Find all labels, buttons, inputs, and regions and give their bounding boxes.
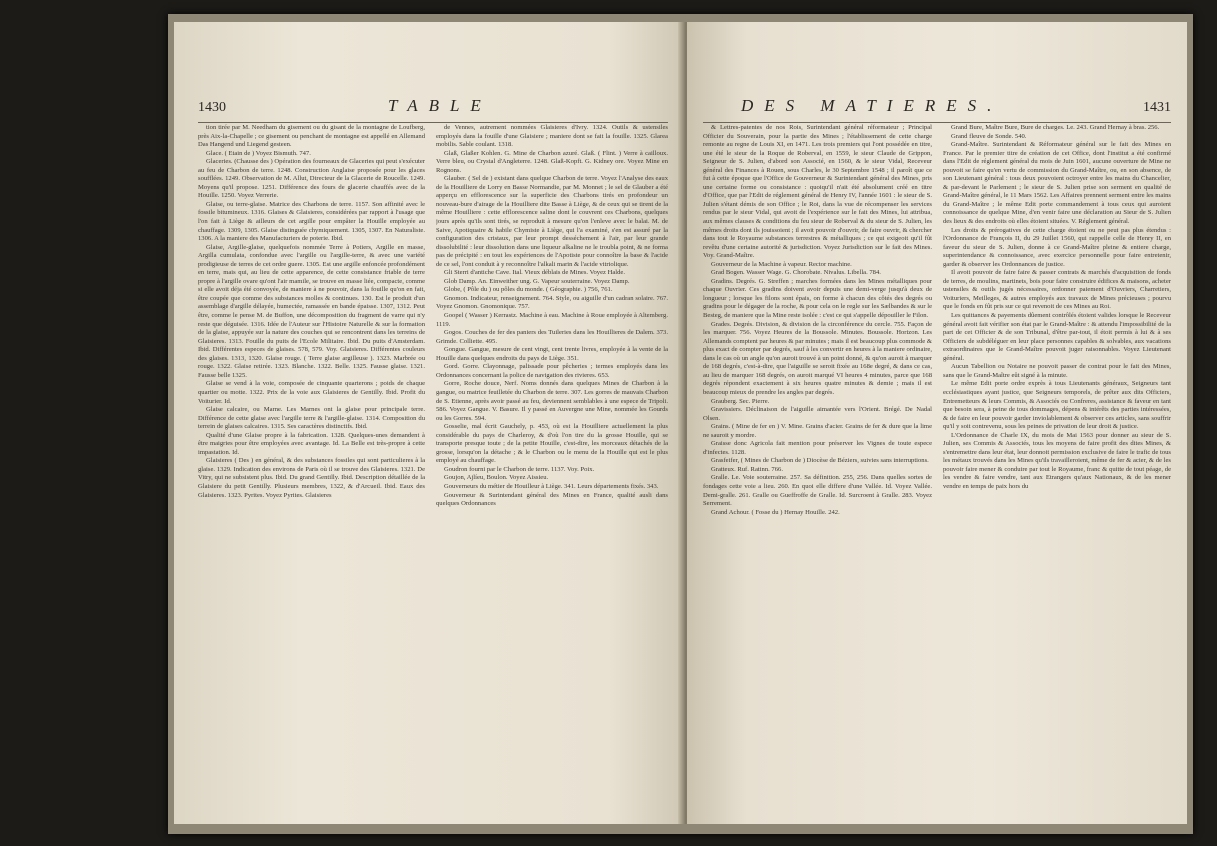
index-entry: Gouverneurs du métier de Houilleur à Liège. 341. Leurs départements fixés. 343. — [444, 482, 659, 490]
left-running-head: TABLE — [388, 96, 492, 115]
index-entry: Glaisieres ( Des ) en général, & des substances fossiles qui sont particulieres à la glaise. 1329. Indication des environs de Paris où il se trouve des Glaisieres. 1321. De Vitry, qui ne subsistent plus. Ibid. Du grand Gentilly. Ibid. Description détaillée de la Glaisiere du petit Gentilly. Plusieurs membres, 1322, & d'Arcueil. Ibid. Eaux des Glaisieres. 1323. Pyrites. Voyez Pyrites. Glaisieres — [198, 457, 425, 499]
left-column-2 — [436, 124, 668, 814]
index-entry: Grand Achour. ( Fosse du ) Hernay Houille. 242. — [711, 508, 840, 516]
index-entry: Gradins. Degrés. G. Streffen ; marches formées dans les Mines métalliques pour chaque Ouvrier. Ces gradins doivent avoir depuis une demi-verge jusqu'à deux de longueur ; lorsque les filons sont épais, on forme à chacun des côtés des degrés ou gradins pour le dégager de la roche, & pour cela on le regle sur les Sælbandes & sur le Besteg, de maniere que la Mine reste isolée : c'est ce qui s'appelle dépouiller le Filon. — [703, 277, 932, 320]
left-page-header — [198, 94, 668, 120]
index-entry: Gord. Gorre. Clayonnage, palissade pour pêcheries ; termes employés dans les Ordonnances concernant la police de navigation des rivieres. 653. — [436, 363, 668, 379]
index-entry: Grand-Maître. Surintendant & Réformateur général sur le fait des Mines en France. Par le premier titre de création de cet Office, dont l'institut a été confirmé dans l'Edit de réglement général du mois de Juin 1601, aucune ouverture de Mine ne pouvoit se faire qu'en vertu de commission du Grand-Maître, ou, en son absence, de son Lieutenant général : tous deux pouvoient octroyer entre les mains du Chancelier, & par-devant le Parlement ; le sieur de S. Julien prise son serment en qualité de Grand-Maître général, le 11 Mars 1562. Les Affaires prennent serment entre les mains du Grand-Maître ; le même Edit porte commandement à tous ceux qui auroient connoissance de quelque Mine, d'en venir faire une déclaration au Sieur de S. Julien des lieux & des endroits où elles étoient situées. V. Réglement général. — [943, 141, 1171, 226]
right-page — [687, 22, 1187, 824]
right-column-1 — [703, 124, 932, 814]
index-entry: Gouverneur de la Machine à vapeur. Rector machine. — [711, 260, 852, 268]
index-entry: Glaise calcaire, ou Marne. Les Marnes ont la glaise pour principale terre. Différence de cette glaise avec l'argille terre & l'argille-glaise. 1314. Composition du terrein de glaises calcaires. 1315. Ses caractères distinctifs. Ibid. — [198, 406, 425, 431]
index-entry: Grand Bure, Maître Bure, Bure de charges. Le. 243. Grand Hernay à bras. 256. — [951, 124, 1160, 131]
index-entry: Les droits & prérogatives de cette charge étoient ou ne peut pas plus étendus : l'Ordonnance de François II, du 29 Juillet 1560, qui rappelle celle de Henry II, en faveur du sieur de S. Julien, donne à ce Grand-Maître pleine & entiere charge, superintendance & connoissance, avec exercice personnelle pour faire entretenir, garder & observer les Ordonnances de justice. — [943, 226, 1171, 268]
index-entry: Globe, ( Pôle du ) ou pôles du monde. ( Géographie. ) 756, 761. — [444, 286, 613, 294]
index-entry: Il avoit pouvoir de faire faire & passer contrats & marchés d'acquisition de fonds de terres, de moulins, martinets, bois pour faire construire édifices & maisons, acheter ustensiles & outils jugés nécessaires, ordonner paiement d'Ouvriers, Charretiers, Voituriers, Meilleges, & autres employés aux travaux de Mines précieuses ; pourvu que le fonds en fût pris sur ce qui revenoit de ces Mines au Roi. — [943, 269, 1171, 311]
index-entry: Gosselie, mal écrit Gauchely, p. 453, où est la Houilliere actuellement la plus considérable du pays de Charleroy, & d'où l'on tire du la grosse Houille, qui se transporte presque toute ; de la petite Houille, c'est-dire, les morceaux détachés de la grosse, lorsqu'on la détache ; & le Charbon ou le menu de la Houille qui est le plus employé au chauffage. — [436, 423, 668, 465]
index-entry: Grades. Degrés. Division, & division de la circonférence du cercle. 755. Façon de les marquer. 756. Voyez Heures de la Boussole. Minutes. Boussole. Horizon. Les Allemands comptent par heures & par minutes ; mais il est beaucoup plus commode & plus exact de compter par degrés, sauf à les convertir en heures à la maniere ordinaire, dans le cas où un angle qu'on auroit trouvé à un point donné, & qu'on auroit à marquer de 168 degrés, c'est-à-dire, que l'aiguille se seroit fixée au 168e degré, & dans ce cas, au lieu de marquer 168 degrés, on auroit marqué VI heures 4 minutes, parce que 168 degrés répondent exactement à six heures quatre minutes & demie ; mais il est beaucoup mieux de prendre les angles par degrés. — [703, 320, 932, 396]
index-entry: Grand fleuve de Sonde. 540. — [951, 132, 1027, 140]
index-entry: Glaise, ou terre-glaise. Matrice des Charbons de terre. 1157. Son affinité avec le fossile bitumineux. 1316. Glaises & Glaisieres, considérées par rapport à l'usage que l'on fait à Liège & ailleurs de cet argille pour empâter la Houille employée au chauffage. 1309, 1305. Glaise distinguée chymiquement. 1305, 1307. En Naturaliste. 1306. A la maniere des Manufacturiers de poterie. Ibid. — [198, 200, 425, 243]
index-entry: Glaceries. (Chausse des ) Opération des fourneaux de Glaceries qui peut s'exécuter au feu de Charbon de terre. 1248. Construction Anglaise proposée pour les glaces soufflées. 1249. Observation de M. Allut, Directeur de la Glacerie de Roucelle. 1249. Moyens qu'il propose. 1251. Différence des fours de glacerie chauffés avec de la Houille. 1250. Voyez Verrerie. — [198, 158, 425, 200]
right-page-header — [701, 94, 1171, 120]
right-column-2 — [943, 124, 1171, 814]
index-entry: Gli Sterri d'antiche Cave. Ital. Vieux déblais de Mines. Voyez Halde. — [444, 269, 625, 277]
index-entry: Gouverneur & Surintendant général des Mines en France, qualité ausli dans quelques Ordonnances — [436, 491, 668, 508]
index-entry: & Lettres-patentes de nos Rois, Surintendant général réformateur ; Principal Officier du Souverain, pour la partie des Mines ; l'établissement de cette charge remonte au regne de Louis XI, en 1471. Les trois premiers qui l'ont possédée en titre, une été le sieur de la Roque de Roberval, en 1559, le sieur Claude de Grippon, Seigneur de S. Julien, d'abord son Associé, en 1560, & le sieur Vidal, Receveur général des Finances à Rouen, sous Charles, le 30 Septembre 1548 ; il paroît que ce fut à cette époque que l'Office de Gouverneur & Surintendant général des Mines, pris une certaine forme ou consistance : quoiqu'il n'ait été absolument créé en titre d'Office, que par l'Edit de réglement général de Henry IV, l'année 1601 : le sieur de S. Julien s'étant démis de son Office ; le Roi, dans la vue de récompenser les services rendus par le sieur Vidal, qui avoit de l'expérience sur le fait des Mines, lui attribua, aux mêmes clauses & conditions du feu sieur de Roberval & du sieur de S. Julien, les mêmes droits dont ils jouissoient ; il avoit pouvoir d'ouvrir, de faire ouvrir, & chercher dans tout le Royaume substances terrestres & métalliques ; ce qui exigeoit qu'il fût revêtu d'une certaine autorité & jurisdiction. Voyez Jurisdiction sur le fait des Mines. Voy. Grand-Maître. — [703, 124, 932, 260]
index-entry: L'Ordonnance de Charle IX, du mois de Mai 1563 pour donner au sieur de S. Julien, ses Commis & Associés, tous les moyens de faire profit des dites Mines, & s'entremettre dans leur état, leur donnoit permission exclusive de faire le trafic de tous les métaux trouvés dans les Mines qu'ils travailleroient, même de fer & acier, & de les pouvoir faire mener & conduire par tout le Royaume, franc & quitte de tout péage, de les vendre & faire vendre, tant aux Etrangers qu'aux Nationaux, & de les mener vendre en temps de paix hors du — [943, 431, 1171, 490]
index-entry: Gralle. Le. Voie souterraine. 257. Sa définition. 255, 256. Dans quelles sortes de fondages cette voie a lieu. 260. En quoi elle differe d'une Vallée. Id. Voyez Vallée. Demi-gralle. 261. Gralle ou Gueffroffe de Gralle. Id. Surcroent à Gralle. 283. Voyez Serrement. — [703, 474, 932, 508]
right-page-number: 1431 — [1143, 100, 1171, 115]
index-entry: Le même Edit porte ordre exprès à tous Lieutenants généraux, Seigneurs tant ecclésiastiques ayant justice, que Seigneurs temporels, de prêter aux dits Officiers, Entremetteurs & leurs Commis, & Associés ou Confreres, assistance & faveur en tant que besoin sera, à peine de tous dommages, dépens & intérêts des parties intéressées, & de faire en leur pouvoir garder inviolablement & observer ces articles, sans souffrir qu'il y soit contrevenu, sous les peines de privation de leur droit & justice. — [943, 380, 1171, 431]
index-entry: Glaß, Glaßer Kohlen. G. Mine de Charbon azuré. Glaß. ( Flint. ) Verre à cailloux. Verre bleu, ou Crystal d'Angleterre. 1248. Glaß-Kopft. G. Kidney ore. Voyez Mine en Rognons. — [436, 149, 668, 174]
index-entry: de Vennes, autrement nommées Glaisieres d'Ivry. 1324. Outils & ustensiles employés dans la fouille d'une Glaisiere ; maniere dont se fait la fouille. 1325. Glarea mobilis. Sable coulant. 1318. — [436, 124, 668, 149]
left-page-number: 1430 — [198, 100, 226, 115]
index-entry: Gnomon. Indicateur, renseignement. 764. Style, ou aiguille d'un cadran solaire. 767. Voyez Gnomon. Gnomonique. 757. — [436, 294, 668, 311]
book-spread — [168, 14, 1193, 834]
index-entry: Glaise se vend à la voie, composée de cinquante quarterons ; poids de chaque quartier ou motte. 1322. Prix de la voie aux Glaisieres de Gentilly. Ibid. Profit du Voiturier. Id. — [198, 380, 425, 405]
left-column-1 — [198, 124, 425, 814]
index-entry: Grains. ( Mine de fer en ) V. Mine. Grains d'acier. Grains de fer & dure que la lime ne sauroit y mordre. — [703, 423, 932, 439]
index-entry: Goudron fourni par le Charbon de terre. 1137. Voy. Poix. — [444, 465, 595, 473]
index-entry: Aucun Tabellion ou Notaire ne pouvoit passer de contrat pour le fait des Mines, sans que le Grand-Maître eût signé à la minute. — [943, 363, 1171, 379]
index-entry: Gogos. Couches de fer des paniers des Tuileries dans les Houillieres de Dalem. 373. Grimde. Colliette. 495. — [436, 329, 668, 345]
left-page — [174, 22, 685, 824]
right-running-head: DES MATIERES. — [741, 96, 1003, 115]
index-entry: Glace. ( Etain de ) Voyez Bismuth. 747. — [206, 149, 311, 157]
index-entry: Gravissiers. Déclinaison de l'aiguille aimantée vers l'Orient. Brégé. De Nadal Olsen. — [703, 406, 932, 422]
index-entry: Grauberg. Sec. Pierre. — [711, 397, 770, 405]
index-entry: Glaise, Argille-glaise, quelquefois nommée Terre à Potiers, Argille en masse, Argilla cumulata, confondue avec l'argille ou l'argille-terre, & avec une variété prodigieuse de terres de cet ordre guere. 1305. Est une argille enfoncée profondément en terre, mais qui, au lieu de cette apparence, de cette consistance friable de terre propre à l'argille ovare qu'ont l'air mamile, se trouve en masse liée, compacte, comme si elle avoit déja été convoyée, de maniere à ne pouvoir, dans la fouille qu'on en fait, être coupée que comme des substances molles & continues. 130. Est le produit d'un assemblage d'argille délayée, humectée, ramassée en bande épaisse. 1307, 1312. Peut être, comme le pense M. de Buffon, une décomposition du fragment de varre qui n'y reste que déguisée. 1316. Idée de l'Auteur sur l'Histoire Naturelle & sur la formation de la glaise, appuyée sur la nature des couches qui se rencontrent dans les terreins de Glaisieres. 1313. Fouille du puits de l'Ecole Militaire. Ibid. Du puits d'Amsterdam. Ibid. Différentes especes de glaises. 578, 579. Voy. Glaisieres. Différentes couleurs des glaises. 1313, 1320. Glaise rouge. ( Terre glaise argilleuse ). 1323. Marbrée ou rouge. 1322. Glaise retirée. 1323. Blanche. 1322. Belle. 1325. Fausse glaise. 1321. Fausse belle 1325. — [198, 243, 425, 379]
index-entry: Gorre, Roche douce, Nerf. Noms donnés dans quelques Mines de Charbon à la gangue, ou matrice feuilletée du Charbon de terre. 307. Les gorres de mauvais Charbon de S. Etienne, après avoir passé au feu, deviennent semblables à une espece de Tripoli. 586. Voyez Gangue. V. Basure. Il y passé en Auvergne une Mine, nommée les Gourds ou les Gorres. 594. — [436, 380, 668, 422]
index-entry: Graisse donc Agricola fait mention pour préserver les Vignes de toute espece d'infectes. 1128. — [703, 440, 932, 456]
index-entry: Grad Bogen. Wasser Wage. G. Chorobate. Nivalus. Libella. 784. — [711, 269, 881, 277]
index-entry: Gratteux. Ruf. Ratinn. 766. — [711, 465, 783, 473]
index-entry: Gongue. Gangue, mesure de cent vingt, cent trente livres, employée à la vente de la Houille dans quelques endroits du pays de Liège. 351. — [436, 346, 668, 362]
index-entry: Goopel ( Wasser ) Kerrastz. Machine à eau. Machine à Roue employée à Altemberg. 1119. — [436, 312, 668, 328]
index-entry: Grasfeifer, ( Mines de Charbon de ) Diocèse de Béziers, suivies sans interruptions. — [711, 457, 929, 465]
index-entry: Qualité d'une Glaise propre à la fabrication. 1328. Quelques-unes demandent à être maigries pour être employées avec avantage. Id. La Belle est très-propre à cette impastation. Id. — [198, 431, 425, 456]
index-entry: Glob Damp. An. Einweither ung. G. Vapeur souterraine. Voyez Damp. — [444, 277, 630, 285]
index-entry: Glauber. ( Sel de ) existant dans quelque Charbon de terre. Voyez l'Analyse des eaux de la Houilliere de Lorry en Basse Normandie, par M. Monnet ; le sel de Glauber a été apperçu en efflorescence sur la superficie des Charbons tirés en profondeur un nouveau-bure d'airage de la Houilliere dite Basse à Liège, & de ceux qui se tirent de la même Houilliere : cette efflorescence saline dont le couvrent ces Charbons, quelques jours après qu'ils sont tirés, se reproduit à mesure qu'on l'enleve avec le balai. M. de Saive, Apotiquaire & habile Chymiste à Liège, qui l'a examiné, s'en est assuré par la configuration des cristaux, par leur prompt desséchement à l'air, par leur grande dissolubilité : leur dissolution dans une liqueur alkaline ne le troubla point, & ne forma pas de précipité : en tout les expériences de l'Apotiste pour connoître la base & l'acide de ce sel, l'ont conduit à y reconnoître l'alkali marin & l'acide vitriolique. — [436, 175, 668, 268]
right-header-rule — [703, 122, 1171, 123]
left-header-rule — [198, 122, 668, 123]
index-entry: Les quittances & payements dûement contrôlés étoient valides lorsque le Receveur général avoit fait vérifier son état par le Grand-Maître : & attendu l'impossibilité de la part de cet Officier & de son Tribunal, d'être par-tout, il étoit permis à lui & à ses Officiers de subdéléguer en leur place personnes capables & solvables, aux vacations extraordinaires que le Grand-Maître pouvoit juger raisonnables. Voyez Lieutenant général. — [943, 312, 1171, 362]
index-entry: tion tirée par M. Needham du gisement ou du gisant de la montagne de Loufberg, près Aix-la-Chapelle ; ce gisement ou penchant de montagne est appellé en Allemand Das Hangend und Liegend gesteen. — [198, 124, 425, 149]
index-entry: Goujon, Ajlíeu, Boulon. Voyez Aissieu. — [444, 474, 549, 482]
